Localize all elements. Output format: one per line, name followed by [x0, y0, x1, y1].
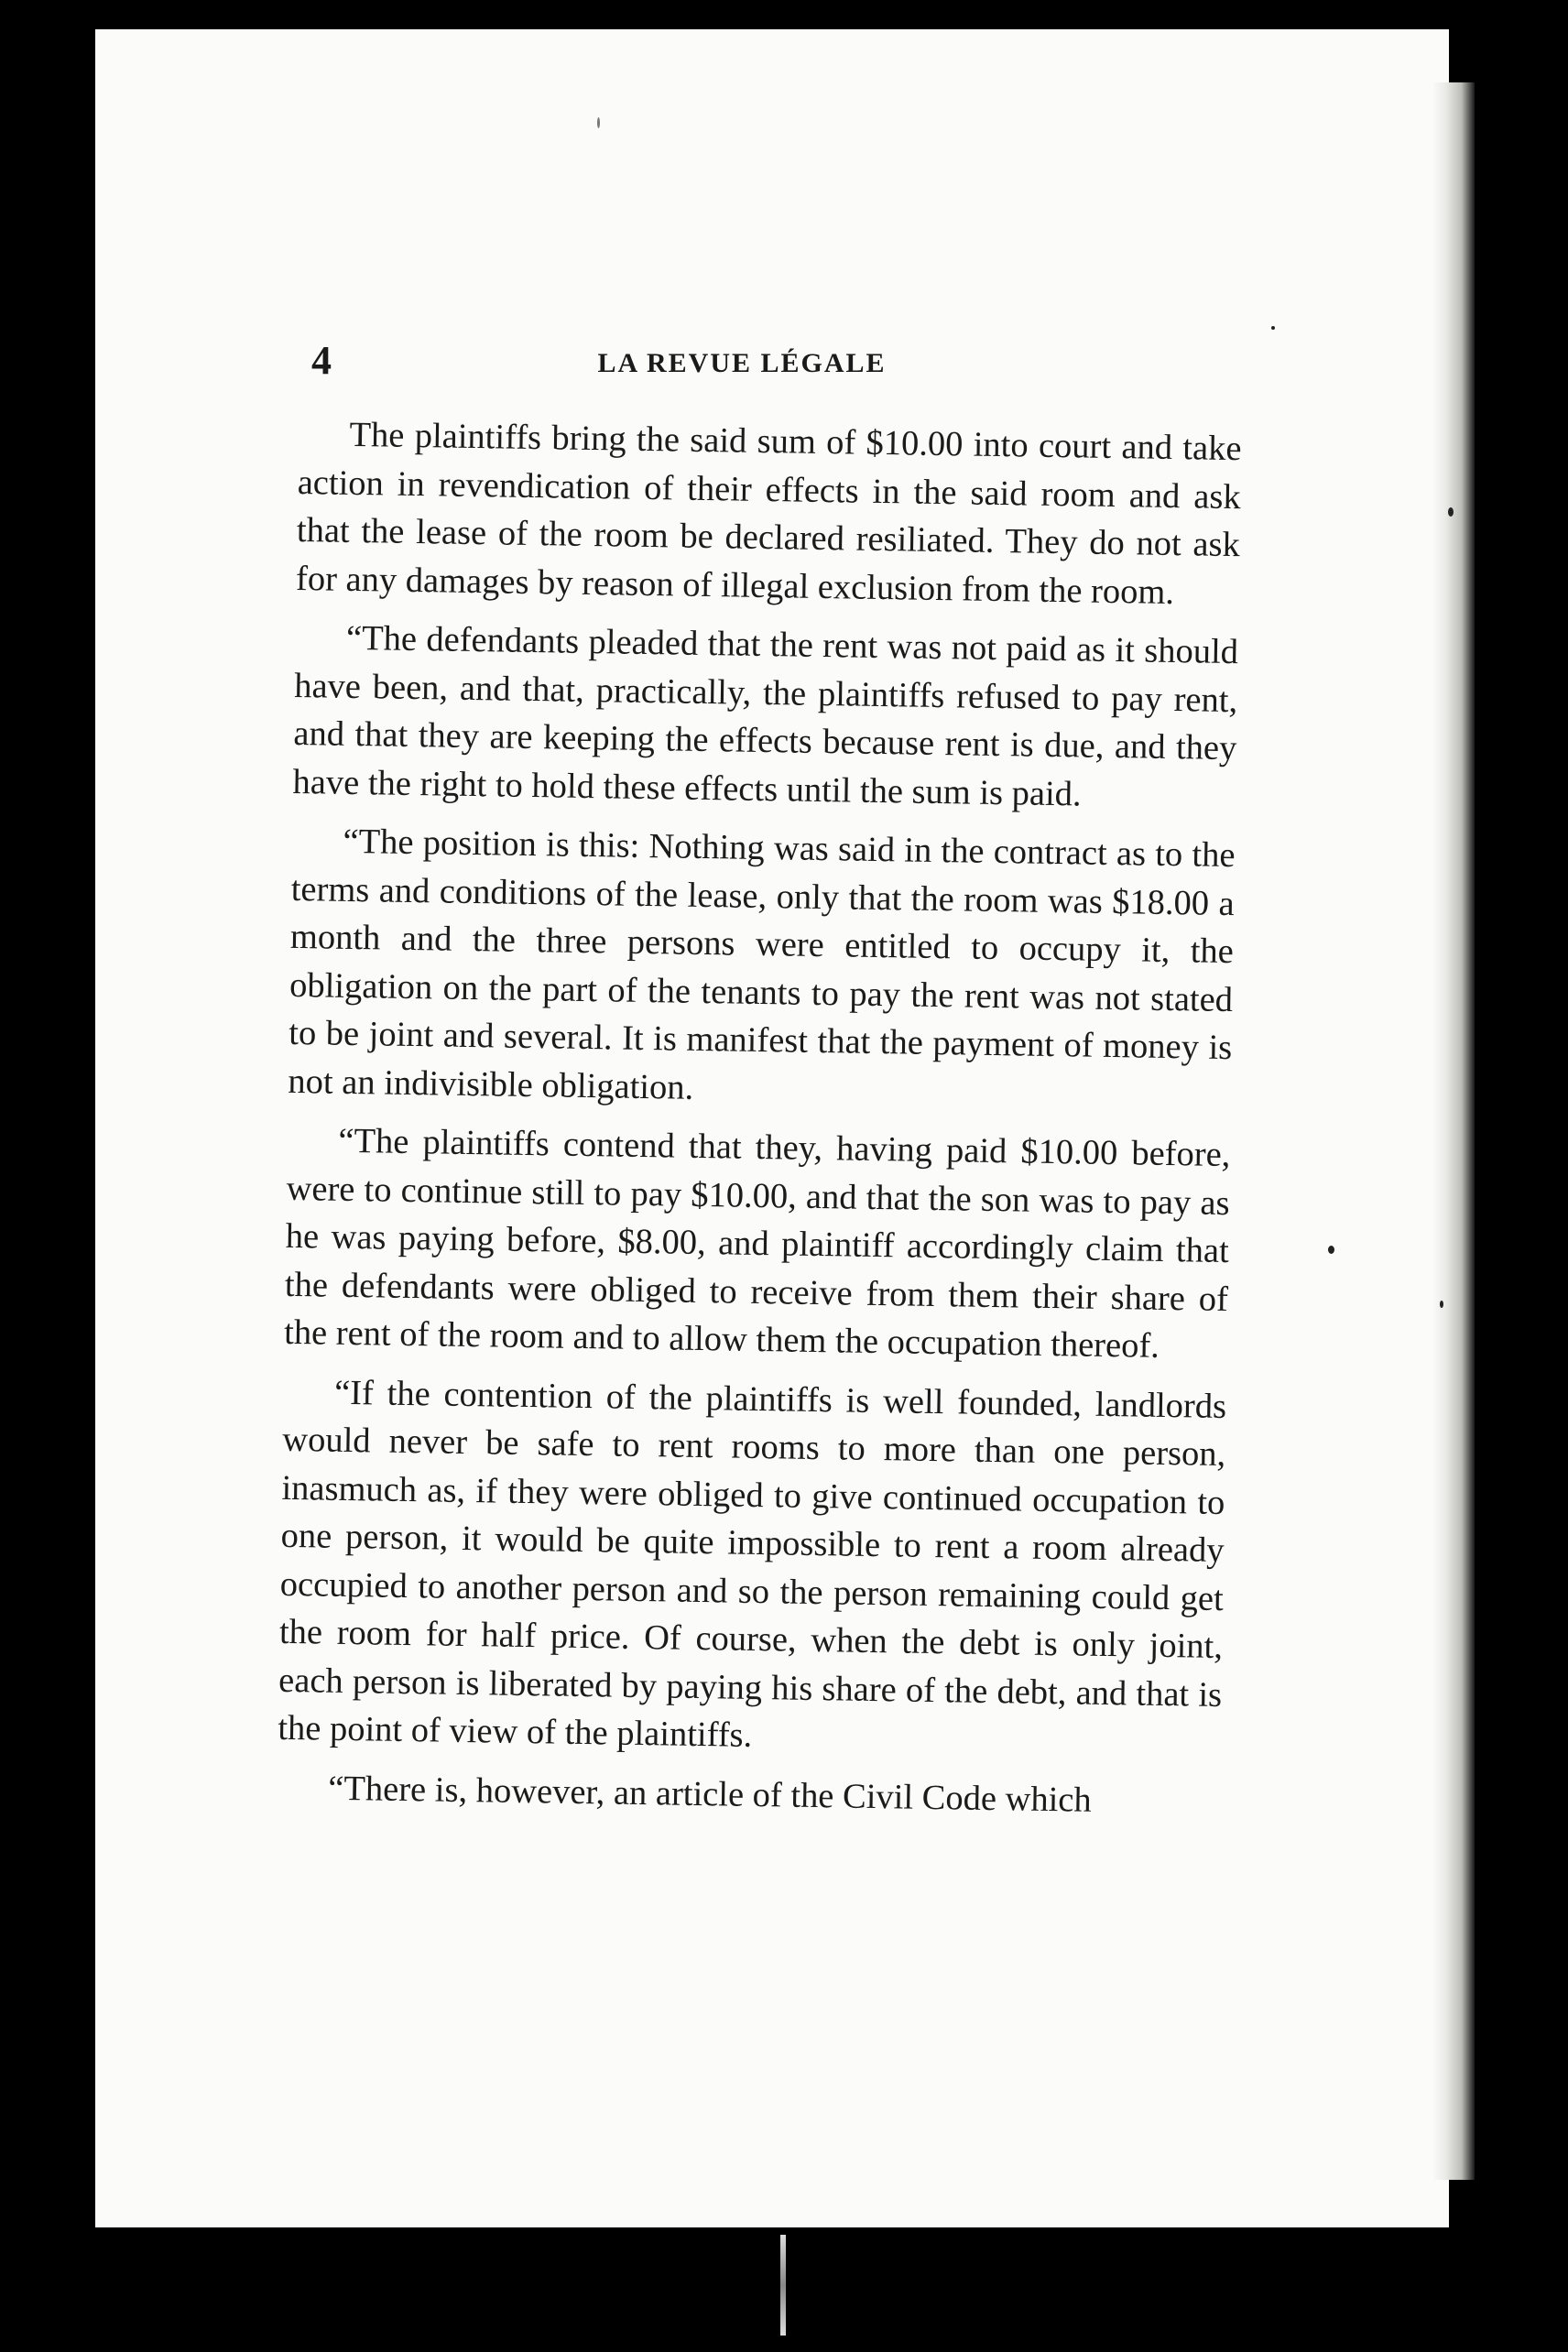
dust-speck: [1448, 507, 1454, 517]
dust-speck: [1328, 1246, 1334, 1254]
page-number: 4: [311, 338, 332, 383]
page-spine-shadow: [1431, 82, 1475, 2180]
paragraph: “If the contention of the plaintiffs is well founded, landlords would never be safe to rent rooms to more than one person, inasmuch as, if they were obliged to give continued occupation to one person, it would be quite impossible to rent a room already occupied to another person and so the person remaining could get the room for half price. Of course, when the debt is only joint, each person is liberated by paying his share of the debt, and that is the point of view of the plaintiffs.: [278, 1373, 1227, 1755]
paragraph: The plaintiffs bring the said sum of $10.00 into court and take action in revendication of their effects in the said room and ask that the lease of the room be declared resiliated. They do not ask for any damages by reason of illegal exclusion from the room.: [295, 415, 1242, 612]
binding-mark: [780, 2235, 786, 2336]
running-head: LA REVUE LÉGALE: [597, 348, 887, 378]
dust-speck: [597, 117, 600, 128]
paragraph: “The defendants pleaded that the rent was not paid as it should have been, and that, practically, the plaintiffs refused to pay rent, and that they are keeping the effects because rent is due, and they have the right to hold these effects until the sum is paid.: [292, 618, 1239, 813]
paragraph: “The plaintiffs contend that they, having paid $10.00 before, were to continue still to pay $10.00, and that the son was to pay as he was paying before, $8.00, and plaintiff accordingly claim that the defendants were obliged to receive from them their share of the rent of the room and to allow them the occupation thereof.: [283, 1121, 1231, 1366]
dust-speck: [1440, 1301, 1443, 1308]
dust-speck: [1271, 326, 1275, 330]
paragraph: “The position is this: Nothing was said in the contract as to the terms and conditions of the lease, only that the room was $18.00 a month and the three persons were entitled to occupy it, the obligation on the part of the tenants to pay the rent was not stated to be joint and several. It is manifest that the payment of money is not an indivisible obligation.: [288, 822, 1236, 1107]
paragraph: “There is, however, an article of the Civil Code which: [328, 1769, 1093, 1820]
body-text: [277, 410, 1242, 1837]
